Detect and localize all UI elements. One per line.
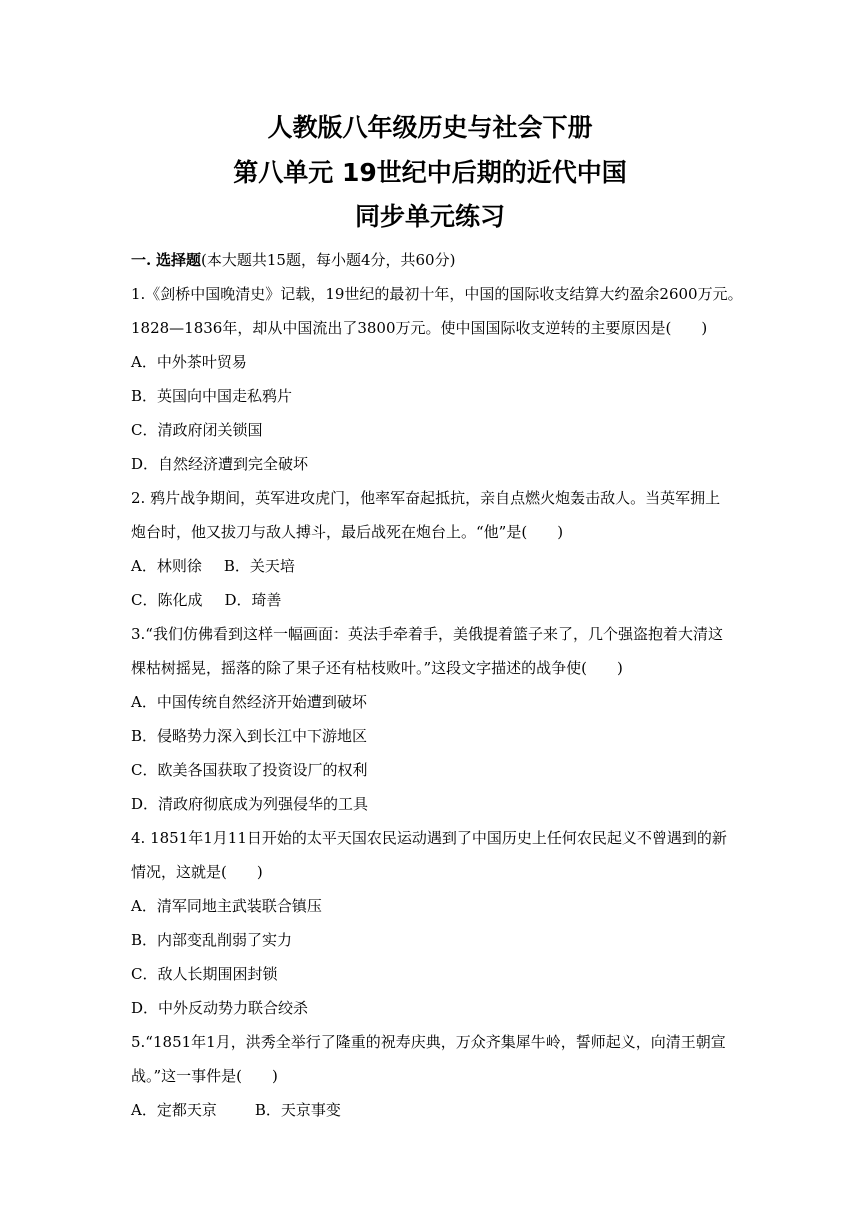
- answer-option: D．自然经济遭到完全破坏: [131, 455, 309, 473]
- answer-option: B．天京事变: [254, 1101, 341, 1119]
- answer-option-row: [131, 1093, 735, 1127]
- answer-option: A．中外茶叶贸易: [131, 353, 247, 371]
- unit-title: 第八单元 19世纪中后期的近代中国: [233, 158, 627, 187]
- answer-option: B．内部变乱削弱了实力: [131, 931, 293, 949]
- question-5: [131, 1025, 735, 1127]
- document-body: [131, 243, 743, 1127]
- question-stem-line: 1.《剑桥中国晚清史》记载，19世纪的最初十年，中国的国际收支结算大约盈余2600万元。: [131, 285, 743, 303]
- question-3: [131, 617, 735, 821]
- exercise-title: 同步单元练习: [354, 202, 505, 231]
- question-stem-line: 战。”这一事件是( ): [131, 1067, 278, 1085]
- answer-option: C．欧美各国获取了投资设厂的权利: [131, 761, 368, 779]
- answer-option: C．敌人长期围困封锁: [131, 965, 278, 983]
- question-1: [131, 277, 743, 481]
- answer-option-row: [131, 549, 735, 583]
- question-stem-line: 1828—1836年，却从中国流出了3800万元。使中国国际收支逆转的主要原因是( ): [131, 319, 708, 337]
- question-stem-line: 3.“我们仿佛看到这样一幅画面：英法手牵着手，美俄提着篮子来了，几个强盗抱着大清这: [131, 625, 723, 643]
- section-note: (本大题共15题，每小题4分，共60分): [201, 251, 456, 269]
- answer-option: A．中国传统自然经济开始遭到破坏: [131, 693, 367, 711]
- answer-option: B．英国向中国走私鸦片: [131, 387, 293, 405]
- section-heading: 选择题: [156, 251, 202, 269]
- answer-option: A．定都天京: [131, 1101, 217, 1119]
- section-number: 一.: [131, 251, 152, 269]
- question-stem-line: 5.“1851年1月，洪秀全举行了隆重的祝寿庆典，万众齐集犀牛岭，誓师起义，向清王朝宣: [131, 1033, 726, 1051]
- question-stem-line: 4. 1851年1月11日开始的太平天国农民运动遇到了中国历史上任何农民起义不曾遇到的新: [131, 829, 727, 847]
- document-title: 人教版八年级历史与社会下册: [267, 113, 593, 142]
- question-2: [131, 481, 735, 617]
- answer-option: A．清军同地主武装联合镇压: [131, 897, 322, 915]
- question-stem-line: 情况，这就是( ): [131, 863, 263, 881]
- question-stem-line: 棵枯树摇晃，摇落的除了果子还有枯枝败叶。”这段文字描述的战争使( ): [131, 659, 623, 677]
- answer-option: D．中外反动势力联合绞杀: [131, 999, 309, 1017]
- question-4: [131, 821, 735, 1025]
- answer-option: B．侵略势力深入到长江中下游地区: [131, 727, 368, 745]
- question-stem-line: 2. 鸦片战争期间，英军进攻虎门，他率军奋起抵抗，亲自点燃火炮轰击敌人。当英军拥上: [131, 489, 721, 507]
- answer-option: D．清政府彻底成为列强侵华的工具: [131, 795, 369, 813]
- answer-option: C．陈化成: [131, 591, 203, 609]
- question-stem-line: 炮台时，他又拔刀与敌人搏斗，最后战死在炮台上。“他”是( ): [131, 523, 564, 541]
- answer-option: C．清政府闭关锁国: [131, 421, 263, 439]
- section-header: [131, 243, 735, 277]
- answer-option: B．关天培: [223, 557, 295, 575]
- answer-option: D．琦善: [224, 591, 282, 609]
- answer-option-row: [131, 583, 735, 617]
- answer-option: A．林则徐: [131, 557, 202, 575]
